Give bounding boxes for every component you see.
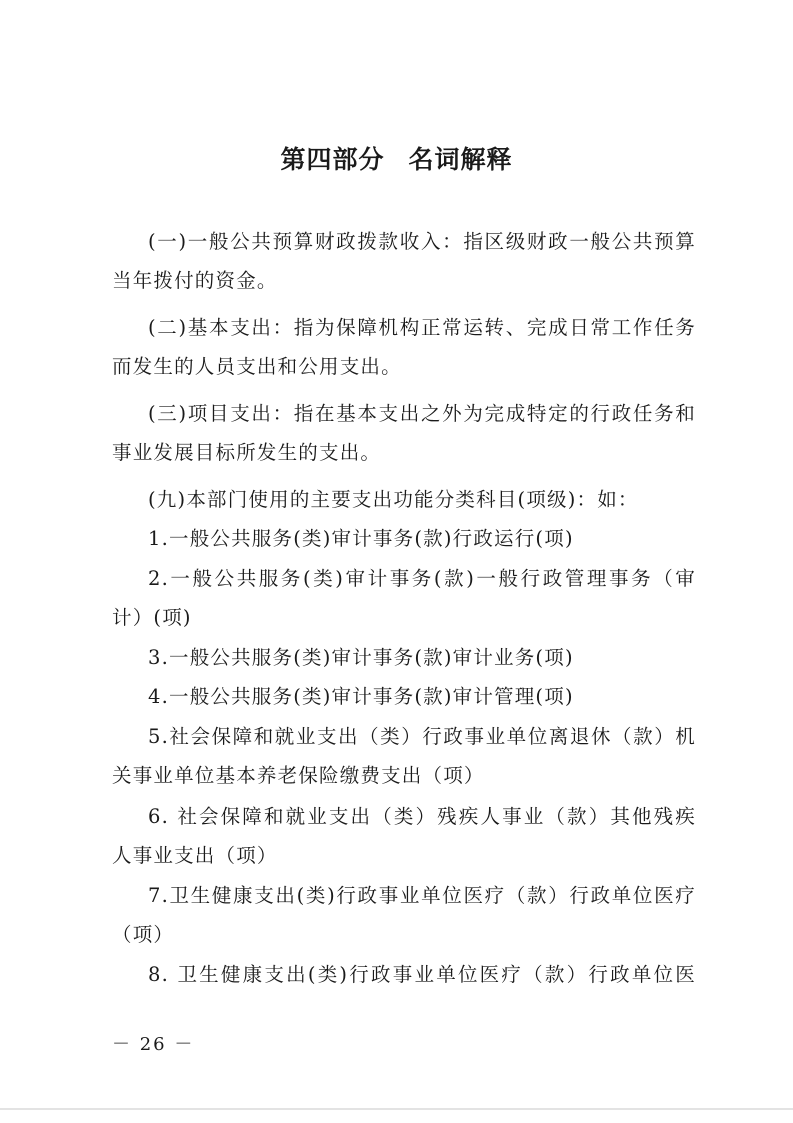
- list-item: 7.卫生健康支出(类)行政事业单位医疗（款）行政单位医疗: [148, 884, 696, 907]
- paragraph-line: (二)基本支出：指为保障机构正常运转、完成日常工作任务: [148, 316, 696, 339]
- paragraph-line: (九)本部门使用的主要支出功能分类科目(项级)：如：: [148, 488, 639, 511]
- title-name: 名词解释: [408, 145, 513, 174]
- list-item: 5.社会保障和就业支出（类）行政事业单位离退休（款）机: [148, 725, 696, 748]
- list-item-continuation: 人事业支出（项）: [112, 844, 278, 867]
- list-item-continuation: 计）(项): [112, 606, 192, 629]
- title-part: 第四部分: [280, 145, 385, 174]
- paragraph-line: (三)项目支出：指在基本支出之外为完成特定的行政任务和: [148, 402, 696, 425]
- list-item: 2.一般公共服务(类)审计事务(款)一般行政管理事务（审: [148, 567, 696, 590]
- paragraph-line: 事业发展目标所发生的支出。: [112, 441, 382, 464]
- list-item: 6. 社会保障和就业支出（类）残疾人事业（款）其他残疾: [148, 805, 696, 828]
- paragraph-line: 当年拨付的资金。: [112, 269, 278, 292]
- list-item: 1.一般公共服务(类)审计事务(款)行政运行(项): [148, 527, 574, 550]
- list-item: 4.一般公共服务(类)审计事务(款)审计管理(项): [148, 685, 574, 708]
- page-number: － 26 －: [112, 1034, 195, 1055]
- paragraph-line: 而发生的人员支出和公用支出。: [112, 355, 402, 378]
- paragraph-line: (一)一般公共预算财政拨款收入：指区级财政一般公共预算: [148, 230, 696, 253]
- list-item: 8. 卫生健康支出(类)行政事业单位医疗（款）行政单位医: [148, 963, 696, 986]
- page-edge-divider: [0, 1108, 793, 1110]
- list-item-continuation: 关事业单位基本养老保险缴费支出（项）: [112, 764, 485, 787]
- page-title: [0, 140, 793, 176]
- list-item-continuation: （项）: [112, 923, 175, 946]
- list-item: 3.一般公共服务(类)审计事务(款)审计业务(项): [148, 646, 574, 669]
